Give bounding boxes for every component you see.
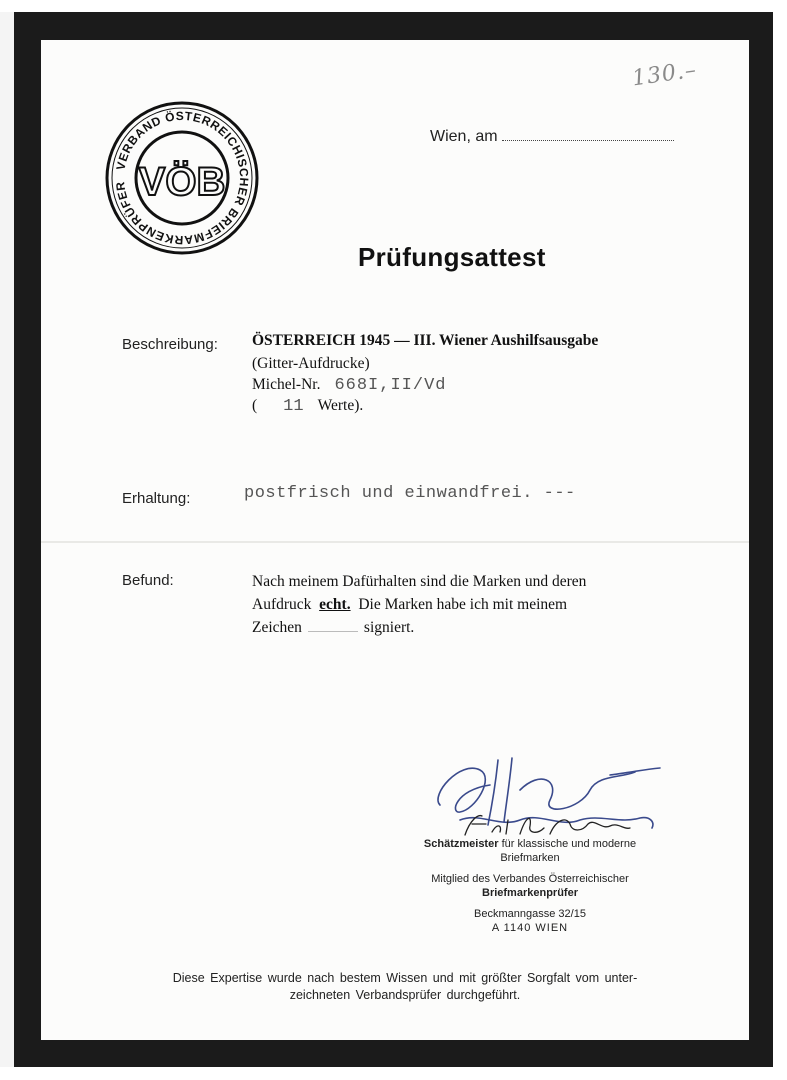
signer-info [410, 838, 650, 935]
document-title: Prüfungsattest [358, 242, 546, 272]
paper-fold-line [41, 541, 749, 543]
place-label: Wien, am [430, 128, 498, 145]
signer-city: A 1140 WIEN [491, 921, 569, 934]
description-line-2: (Gitter-Aufdrucke) [252, 355, 370, 372]
findings-line-3a: Zeichen [252, 619, 302, 636]
seal-ring-text: VERBAND ÖSTERREICHISCHER BRIEFMARKENPRÜFER [112, 108, 252, 248]
date-blank [502, 129, 674, 141]
werte-label: Werte). [317, 397, 364, 414]
erhaltung-label: Erhaltung: [122, 490, 191, 507]
findings-line-3b: signiert. [363, 619, 415, 636]
place-date-line [430, 128, 674, 146]
footer-line-1: Diese Expertise wurde nach bestem Wissen und mit größter Sorgfalt vom unter- [172, 971, 638, 985]
signer-street: Beckmanngasse 32/15 [474, 908, 586, 920]
pencil-price-note: 130.– [630, 57, 699, 92]
signature-mark-stamp [308, 624, 358, 632]
signer-spacer [410, 865, 650, 873]
findings-line-2 [252, 593, 684, 616]
michel-label: Michel-Nr. [252, 376, 321, 393]
value-count: 11 [283, 397, 304, 416]
befund-label: Befund: [122, 572, 174, 589]
description-line-1: ÖSTERREICH 1945 — III. Wiener Aushilfsausgabe [252, 332, 599, 349]
member-line-2: Briefmarkenprüfer [482, 886, 578, 899]
signer-role-rest: für klassische und moderne [501, 838, 637, 850]
michel-value: 668I,II/Vd [334, 376, 447, 395]
findings-line-2b: Die Marken habe ich mit meinem [358, 596, 568, 613]
signer-spacer-2 [410, 900, 650, 908]
findings-line-1: Nach meinem Dafürhalten sind die Marken und deren [252, 573, 587, 590]
findings-line-3 [252, 616, 684, 639]
footer-line-2: zeichneten Verbandsprüfer durchgeführt. [289, 988, 521, 1002]
condition-value: postfrisch und einwandfrei. --- [244, 484, 576, 503]
member-line-1: Mitglied des Verbandes Österreichischer [431, 873, 629, 885]
value-count-line [252, 397, 363, 416]
signer-role-bold: Schätzmeister [423, 838, 499, 850]
paren-open: ( [252, 397, 258, 414]
findings-text [252, 570, 684, 639]
footer-disclaimer [120, 970, 690, 1004]
findings-line-2a: Aufdruck [252, 596, 312, 613]
michel-number-line [252, 376, 446, 395]
echt-word: echt. [319, 596, 351, 613]
seal-monogram: VÖB [138, 160, 226, 204]
handwritten-signature [420, 750, 670, 840]
beschreibung-label: Beschreibung: [122, 336, 218, 353]
signer-role [410, 838, 650, 852]
voeb-seal-logo [104, 100, 260, 256]
scan-edge [0, 12, 14, 1067]
signer-role-line-2: Briefmarken [500, 851, 560, 864]
